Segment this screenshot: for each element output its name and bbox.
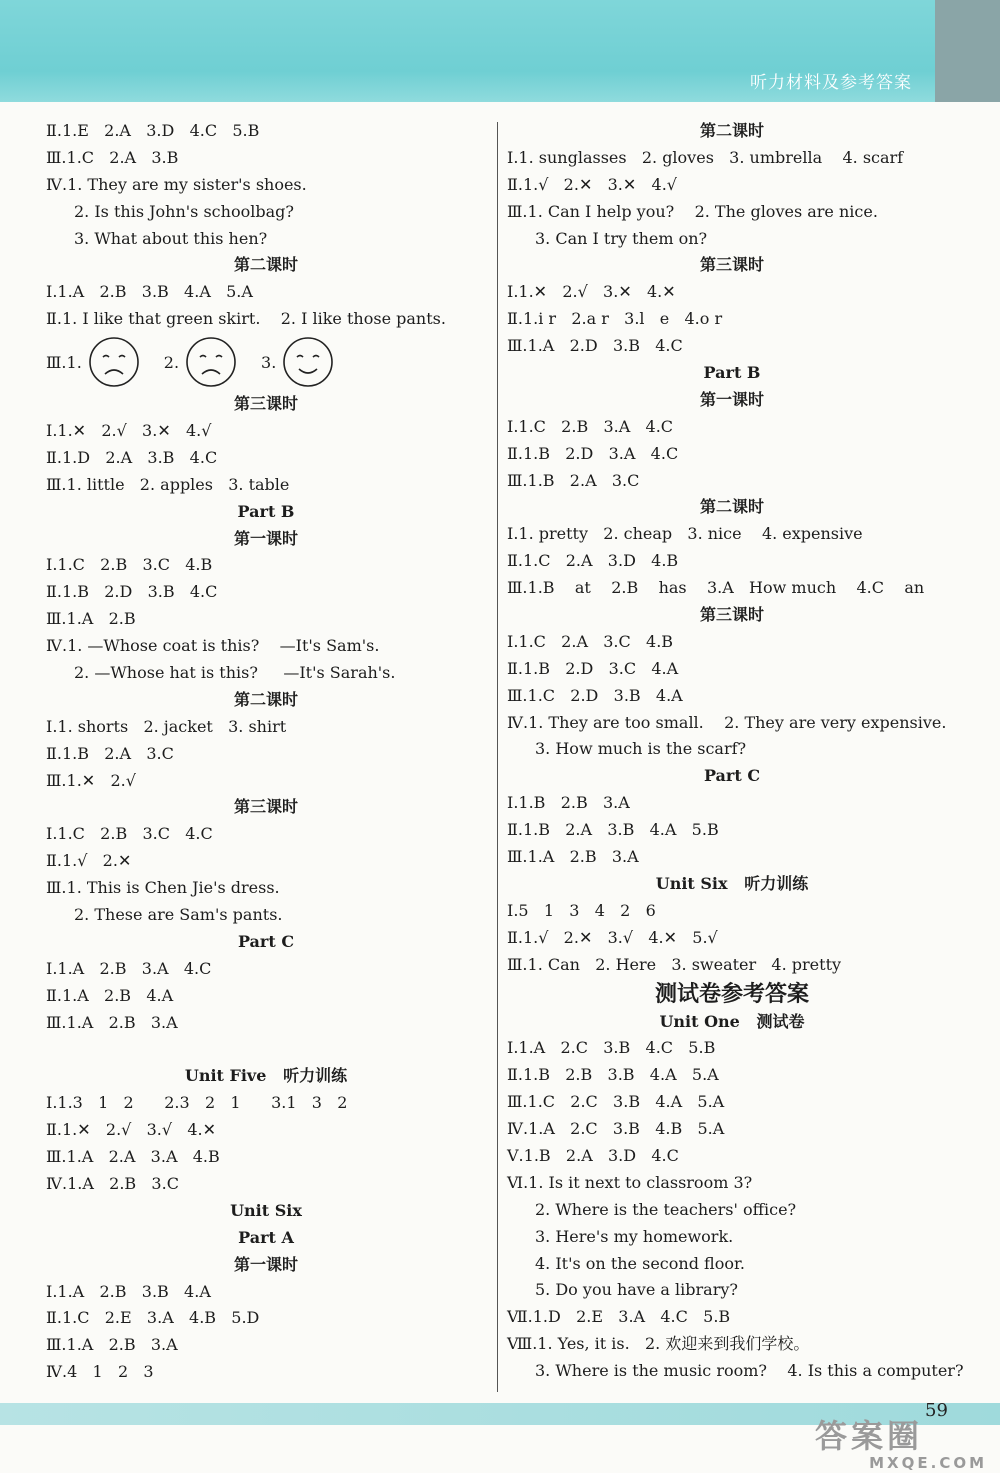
answer-line: Ⅲ.1. Can I help you? 2. The gloves are nice. (507, 201, 878, 221)
column-divider (497, 122, 498, 1392)
section-heading: 第二课时 (699, 121, 764, 140)
answer-line: Ⅰ.1.✕ 2.√ 3.✕ 4.√ (46, 421, 212, 441)
section-heading: 第二课时 (699, 497, 764, 517)
section-heading: 第三课时 (699, 255, 764, 275)
answer-line: Ⅲ.1.B 2.A 3.C (507, 470, 640, 490)
answer-line: 4. It's on the second floor. (535, 1253, 745, 1273)
answer-line: Ⅲ.1. Can 2. Here 3. sweater 4. pretty (507, 954, 842, 974)
answer-line: Ⅰ.1.A 2.B 3.B 4.A (46, 1281, 211, 1301)
section-heading: 第三课时 (233, 394, 298, 414)
answer-line: 2. —Whose hat is this? —It's Sarah's. (74, 663, 396, 683)
answer-line: 2. Where is the teachers' office? (535, 1199, 797, 1219)
answer-line: Ⅱ.1.C 2.A 3.D 4.B (507, 551, 679, 571)
answer-line: Ⅶ.1.D 2.E 3.A 4.C 5.B (507, 1307, 731, 1327)
answer-line: Ⅲ.1.A 2.D 3.B 4.C (507, 336, 683, 356)
answer-line: Ⅱ.1. I like that green skirt. 2. I like those pants. (46, 309, 446, 329)
answer-line: Ⅰ.1. shorts 2. jacket 3. shirt (46, 716, 287, 736)
answer-line: Ⅳ.1. They are my sister's shoes. (46, 174, 307, 194)
sad-face-icon (88, 336, 140, 388)
section-heading: 第一课时 (233, 1254, 298, 1274)
watermark (815, 1418, 995, 1473)
section-heading: 第三课时 (699, 605, 764, 625)
answer-line: Ⅰ.1.B 2.B 3.A (507, 793, 630, 813)
smiley-face-icon (282, 336, 334, 388)
answer-line: Ⅱ.1.B 2.D 3.B 4.C (46, 582, 218, 602)
header-corner-strip (935, 0, 1000, 102)
answer-line: Ⅱ.1.B 2.A 3.C (46, 743, 174, 763)
section-heading: Unit Five 听力训练 (184, 1066, 348, 1086)
answer-line: Ⅳ.1.A 2.B 3.C (46, 1173, 179, 1193)
page-header-band (0, 0, 1000, 102)
section-heading: Part C (237, 931, 295, 951)
answer-line: Ⅱ.1.B 2.A 3.B 4.A 5.B (507, 820, 719, 840)
section-heading: 第三课时 (233, 797, 298, 817)
answer-line: Ⅲ.1.✕ 2.√ (46, 770, 136, 790)
answer-line: 5. Do you have a library? (535, 1280, 738, 1300)
section-heading: 第二课时 (233, 255, 298, 275)
answer-line: Ⅱ.1.√ 2.✕ 3.√ 4.✕ 5.√ (507, 927, 718, 947)
answer-line: Ⅲ.1.A 2.B 3.A (507, 847, 639, 867)
answer-line: Ⅱ.1.✕ 2.√ 3.√ 4.✕ (46, 1120, 216, 1140)
answer-line: Ⅳ.1. —Whose coat is this? —It's Sam's. (46, 636, 380, 656)
answer-line: Ⅲ.1. little 2. apples 3. table (46, 474, 290, 494)
major-heading: 测试卷参考答案 (654, 980, 809, 1007)
spacer (46, 1037, 486, 1064)
answer-line: Ⅰ.1.✕ 2.√ 3.✕ 4.✕ (507, 282, 676, 302)
answer-line: Ⅳ.1.A 2.C 3.B 4.B 5.A (507, 1119, 725, 1139)
section-heading: Part A (238, 1227, 294, 1247)
answer-line: Ⅲ.1.A 2.B 3.A (46, 1335, 178, 1355)
face-answer-row (46, 333, 486, 391)
answer-line: Ⅰ.1.3 1 2 2.3 2 1 3.1 3 2 (46, 1093, 348, 1113)
answer-line: 3. What about this hen? (74, 228, 268, 248)
answer-line: Ⅰ.1.A 2.B 3.A 4.C (46, 958, 212, 978)
answer-line: 3. Can I try them on? (535, 228, 708, 248)
section-heading: Unit Six (230, 1200, 302, 1220)
answer-line: Ⅲ.1.B at 2.B has 3.A How much 4.C an (507, 578, 925, 598)
face-label: 3. (261, 352, 277, 372)
right-column (507, 118, 964, 1385)
section-heading: 第二课时 (233, 689, 298, 709)
section-heading: Part B (237, 501, 295, 521)
answer-line: Ⅰ.5 1 3 4 2 6 (507, 900, 656, 920)
answer-line: Ⅲ.1.A 2.A 3.A 4.B (46, 1147, 220, 1167)
answer-line: Ⅳ.1. They are too small. 2. They are very expensive. (507, 712, 947, 732)
answer-line: 2. These are Sam's pants. (74, 905, 283, 925)
section-heading: Unit Six 听力训练 (655, 873, 809, 893)
answer-line: Ⅱ.1.√ 2.✕ 3.✕ 4.√ (507, 174, 677, 194)
answer-line: Ⅳ.4 1 2 3 (46, 1362, 154, 1382)
face-label: 2. (163, 352, 180, 372)
answer-line: Ⅲ.1.A 2.B (46, 609, 136, 629)
answer-line: Ⅱ.1.B 2.D 3.C 4.A (507, 658, 679, 678)
answer-line: Ⅰ.1.A 2.B 3.B 4.A 5.A (46, 282, 253, 302)
page-number: 59 (925, 1400, 948, 1421)
answer-line: Ⅰ.1. pretty 2. cheap 3. nice 4. expensive (507, 524, 863, 544)
answer-line: Ⅰ.1.C 2.A 3.C 4.B (507, 631, 674, 651)
answer-line: Ⅰ.1.C 2.B 3.C 4.B (46, 555, 213, 575)
answer-line: Ⅱ.1.i r 2.a r 3.l e 4.o r (507, 309, 723, 329)
answer-line: Ⅰ.1.A 2.C 3.B 4.C 5.B (507, 1038, 716, 1058)
answer-line: Ⅲ.1.C 2.C 3.B 4.A 5.A (507, 1092, 725, 1112)
answer-line: Ⅲ.1.C 2.D 3.B 4.A (507, 685, 683, 705)
answer-line: Ⅲ.1. This is Chen Jie's dress. (46, 878, 280, 898)
answer-line: Ⅰ.1. sunglasses 2. gloves 3. umbrella 4. scarf (507, 147, 904, 167)
sad-face-icon (185, 336, 237, 388)
answer-line: 3. How much is the scarf? (535, 739, 747, 759)
answer-line: Ⅷ.1. Yes, it is. 2. 欢迎来到我们学校。 (507, 1334, 810, 1354)
left-column (46, 118, 486, 1386)
watermark-main: 答案圈 (815, 1417, 924, 1455)
answer-line: 3. Here's my homework. (535, 1226, 734, 1246)
answer-line: Ⅲ.1.A 2.B 3.A (46, 1012, 178, 1032)
answer-line: Ⅱ.1.E 2.A 3.D 4.C 5.B (46, 121, 260, 140)
section-heading: Part B (703, 363, 761, 383)
answer-line: Ⅱ.1.√ 2.✕ (46, 851, 132, 871)
section-heading: Part C (703, 766, 761, 786)
answer-line: Ⅲ.1.C 2.A 3.B (46, 147, 179, 167)
answer-line: Ⅱ.1.C 2.E 3.A 4.B 5.D (46, 1308, 260, 1328)
answer-line: Ⅰ.1.C 2.B 3.A 4.C (507, 416, 674, 436)
answer-line: Ⅱ.1.D 2.A 3.B 4.C (46, 447, 218, 467)
answer-line: Ⅱ.1.A 2.B 4.A (46, 985, 174, 1005)
answer-line: 3. Where is the music room? 4. Is this a computer? (535, 1361, 964, 1381)
watermark-sub: MXQE.COM (869, 1454, 987, 1472)
section-heading: 第一课时 (699, 389, 764, 409)
answer-line: Ⅴ.1.B 2.A 3.D 4.C (507, 1145, 679, 1165)
face-label: Ⅲ.1. (46, 352, 82, 372)
answer-line: Ⅱ.1.B 2.B 3.B 4.A 5.A (507, 1065, 719, 1085)
answer-line: Ⅰ.1.C 2.B 3.C 4.C (46, 824, 213, 844)
answer-line: 2. Is this John's schoolbag? (74, 201, 294, 221)
answer-line: Ⅱ.1.B 2.D 3.A 4.C (507, 443, 679, 463)
answer-line: Ⅵ.1. Is it next to classroom 3? (507, 1172, 753, 1192)
section-heading: Unit One 测试卷 (659, 1011, 805, 1031)
section-heading: 第一课时 (233, 528, 298, 548)
header-title: 听力材料及参考答案 (750, 73, 912, 93)
